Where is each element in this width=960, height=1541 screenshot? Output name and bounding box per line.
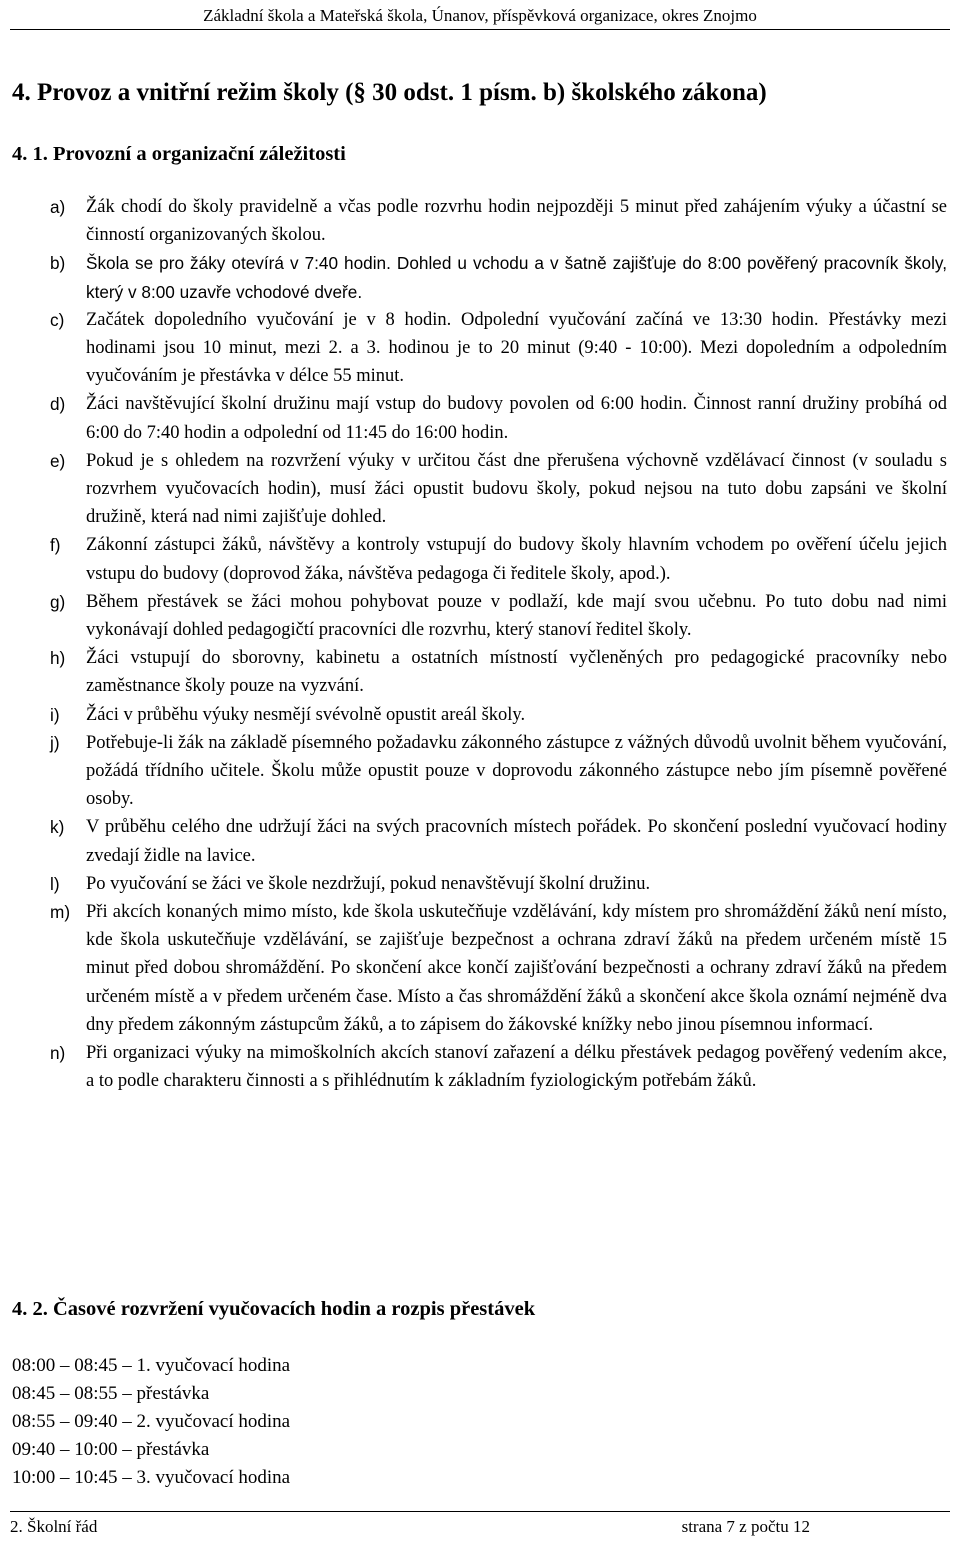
list-item-k xyxy=(50,813,947,869)
list-item-text: Zákonní zástupci žáků, návštěvy a kontroly vstupují do budovy školy hlavním vchodem po ověření účelu jejich vstupu do budovy (doprovod žáka, návštěva pedagoga či ředitele školy, apod.). xyxy=(86,535,947,584)
list-item-e xyxy=(50,447,947,532)
page-footer xyxy=(10,1511,950,1537)
schedule-row: 10:00 – 10:45 – 3. vyučovací hodina xyxy=(12,1467,291,1488)
list-item-text: Žáci vstupují do sborovny, kabinetu a ostatních místností vyčleněných pro pedagogické pracovníky nebo zaměstnance školy pouze na vyzvání. xyxy=(86,648,947,697)
list-item-text: Během přestávek se žáci mohou pohybovat pouze v podlaží, kde mají svou učebnu. Po tuto dobu nad nimi vykonávají dohled pedagogičtí pracovníci dle rozvrhu, který stanoví ředitel školy. xyxy=(86,591,947,641)
list-item-text: Při organizaci výuky na mimoškolních akcích stanoví zařazení a délku přestávek pedagog pověřený vedením akce, a to podle charakteru činnosti a s přihlédnutím k základním fyziologickým potřebám žáků. xyxy=(86,1043,947,1092)
page-header: Základní škola a Mateřská škola, Únanov, příspěvková organizace, okres Znojmo xyxy=(10,6,950,30)
schedule-list xyxy=(12,1352,290,1492)
list-item-f xyxy=(50,531,947,587)
list-marker: i) xyxy=(50,704,60,725)
section-title-rozvrzeni: 4. 2. Časové rozvržení vyučovacích hodin a rozpis přestávek xyxy=(12,1298,536,1320)
list-item-b xyxy=(50,249,947,305)
list-item-text: Začátek dopoledního vyučování je v 8 hodin. Odpolední vyučování začíná ve 13:30 hodin. Přestávky mezi hodinami jsou 10 minut, mezi 2. a 3. hodinou je to 20 minut (9:40 - 10:00). Mezi dopoledním a odpoledním vyučováním je přestávka v délce 55 minut. xyxy=(86,309,947,387)
schedule-row: 08:45 – 08:55 – přestávka xyxy=(12,1383,210,1404)
list-item-j xyxy=(50,729,947,814)
list-marker: k) xyxy=(50,817,65,838)
list-item-g xyxy=(50,588,947,644)
list-item-c xyxy=(50,306,947,391)
list-marker: h) xyxy=(50,648,66,669)
list-item-text: Žáci v průběhu výuky nesmějí svévolně opustit areál školy. xyxy=(86,704,526,725)
list-item-text: Žáci navštěvující školní družinu mají vstup do budovy povolen od 6:00 hodin. Činnost ranní družiny probíhá od 6:00 do 7:40 hodin a odpolední od 11:45 do 16:00 hodin. xyxy=(86,394,947,443)
list-item-d xyxy=(50,390,947,446)
list-marker: d) xyxy=(50,394,66,415)
schedule-row: 08:00 – 08:45 – 1. vyučovací hodina xyxy=(12,1355,291,1376)
list-item-text: V průběhu celého dne udržují žáci na svých pracovních místech pořádek. Po skončení poslední vyučovací hodiny zvedají židle na lavice. xyxy=(86,817,947,866)
list-marker: b) xyxy=(50,253,66,274)
list-marker: c) xyxy=(50,309,65,330)
list-item-h xyxy=(50,644,947,700)
list-item-i xyxy=(50,701,947,729)
schedule-row: 08:55 – 09:40 – 2. vyučovací hodina xyxy=(12,1411,291,1432)
list-item-text: Škola se pro žáky otevírá v 7:40 hodin. Dohled u vchodu a v šatně zajišťuje do 8:00 pověřený pracovník školy, který v 8:00 uzavře vchodové dveře. xyxy=(86,253,947,302)
list-marker: e) xyxy=(50,450,66,471)
footer-document-name: 2. Školní řád xyxy=(10,1517,98,1536)
list-marker: j) xyxy=(50,732,60,753)
list-marker: l) xyxy=(50,873,60,894)
list-item-text: Žák chodí do školy pravidelně a včas podle rozvrhu hodin nejpozději 5 minut před zahájením výuky a účastní se činností organizovaných školou. xyxy=(86,197,947,246)
list-item-n xyxy=(50,1039,947,1095)
section-title-provozni: 4. 1. Provozní a organizační záležitosti xyxy=(12,143,346,165)
chapter-title: 4. Provoz a vnitřní režim školy (§ 30 odst. 1 písm. b) školského zákona) xyxy=(12,79,767,106)
footer-page-number: strana 7 z počtu 12 xyxy=(681,1517,810,1536)
list-item-m xyxy=(50,898,947,1039)
list-item-text: Potřebuje-li žák na základě písemného požadavku zákonného zástupce z vážných důvodů uvolnit během vyučování, požádá třídního učitele. Školu může opustit pouze v doprovodu zákonného zástupce nebo jím písemně pověřené osoby. xyxy=(86,732,947,810)
list-marker: m) xyxy=(50,902,71,923)
list-item-text: Pokud je s ohledem na rozvržení výuky v určitou část dne přerušena výchovně vzdělávací činnost (v souladu s rozvrhem vyučovacích hodin), musí žáci opustit budovu školy, pokud nejsou na tuto dobu zapsáni ve školní družině, která nad nimi zajišťuje dohled. xyxy=(86,450,947,528)
list-item-text: Při akcích konaných mimo místo, kde škola uskutečňuje vzdělávání, kdy místem pro shromáždění žáků není místo, kde škola uskutečňuje vzdělávání, se zajišťuje bezpečnost a ochrana zdraví žáků na předem určeném místě 15 minut před dobou shromáždění. Po skončení akce končí zajišťování bezpečnosti a ochrany zdraví žáků na předem určeném místě a v předem určeném čase. Místo a čas shromáždění žáků a skončení akce škola oznámí nejméně dva dny předem zákonným zástupcům žáků, a to zápisem do žákovské knížky nebo jinou písemnou informací. xyxy=(86,902,947,1035)
list-item-text: Po vyučování se žáci ve škole nezdržují, pokud nenavštěvují školní družinu. xyxy=(86,873,651,894)
schedule-row: 09:40 – 10:00 – přestávka xyxy=(12,1439,210,1460)
list-marker: n) xyxy=(50,1043,66,1064)
list-marker: f) xyxy=(50,535,61,556)
list-marker: g) xyxy=(50,591,66,612)
rules-list xyxy=(50,193,947,1096)
list-item-a xyxy=(50,193,947,249)
list-marker: a) xyxy=(50,197,66,217)
list-item-l xyxy=(50,870,947,898)
